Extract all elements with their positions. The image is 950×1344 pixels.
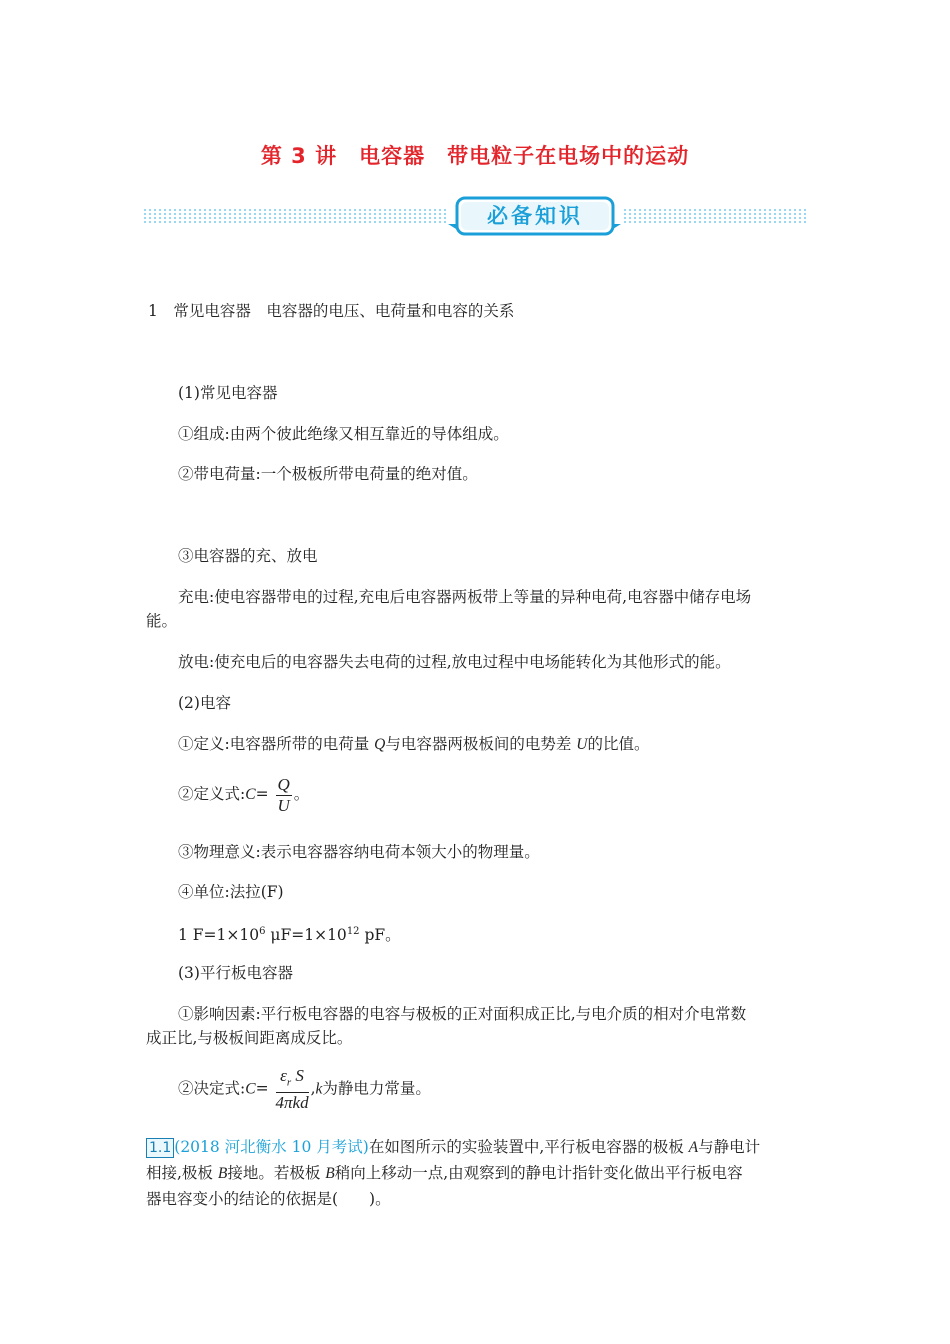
paragraph: ①组成:由两个彼此绝缘又相互靠近的导体组成。 [178,425,509,443]
formula-determination: ②决定式:C= $\frac{\varepsilon_r S}{\text{4πkd}}$ ,k为静电力常量。 [178,1066,431,1113]
page-title: 第 3 讲 电容器 带电粒子在电场中的运动 [260,144,690,168]
banner-label: 必备知识 [487,204,583,228]
exercise-number-badge: 1.1 [146,1138,174,1158]
paragraph: ①定义:电容器所带的电荷量 Q与电容器两极板间的电势差 U的比值。 [178,735,650,753]
fraction: $\frac{Q}{U}$ [277,774,290,815]
paragraph: ④单位:法拉(F) [178,883,284,901]
subsection-heading: (2)电容 [178,694,231,712]
fraction: $\frac{\varepsilon_r S}{\text{4πkd}}$ [275,1066,309,1113]
paragraph: ①影响因素:平行板电容器的电容与极板的正对面积成正比,与电介质的相对介电常数 [178,1005,747,1023]
exercise-line: 1.1 (2018 河北衡水 10 月考试)在如图所示的实验装置中,平行板电容器的极板 A与静电计 [146,1134,760,1161]
unit-conversion: 1 $F=1\times 10^6$ $\mu F=1\times 10^{12}$ pF。 [178,926,401,945]
exercise-line: 相接,极板 B接地。若极板 B稍向上移动一点,由观察到的静电计指针变化做出平行板电容 [146,1164,743,1182]
paragraph: 充电:使电容器带电的过程,充电后电容器两板带上等量的异种电荷,电容器中储存电场 [178,588,752,606]
exercise-line: 器电容变小的结论的依据是( )。 [146,1190,391,1208]
section-heading: 1 常见电容器 电容器的电压、电荷量和电容的关系 [148,302,515,320]
formula-definition: ②定义式:C= $\frac{Q}{U}$ 。 [178,774,310,815]
paragraph: ③电容器的充、放电 [178,547,318,565]
paragraph: ②带电荷量:一个极板所带电荷量的绝对值。 [178,465,478,483]
subsection-heading: (3)平行板电容器 [178,964,293,982]
exercise-source: (2018 河北衡水 10 月考试) [174,1138,369,1156]
paragraph: 能。 [146,612,178,630]
paragraph: ③物理意义:表示电容器容纳电荷本领大小的物理量。 [178,843,540,861]
subsection-heading: (1)常见电容器 [178,384,278,402]
paragraph: 成正比,与极板间距离成反比。 [146,1029,353,1047]
section-banner [143,196,809,240]
paragraph: 放电:使充电后的电容器失去电荷的过程,放电过程中电场能转化为其他形式的能。 [178,653,731,671]
